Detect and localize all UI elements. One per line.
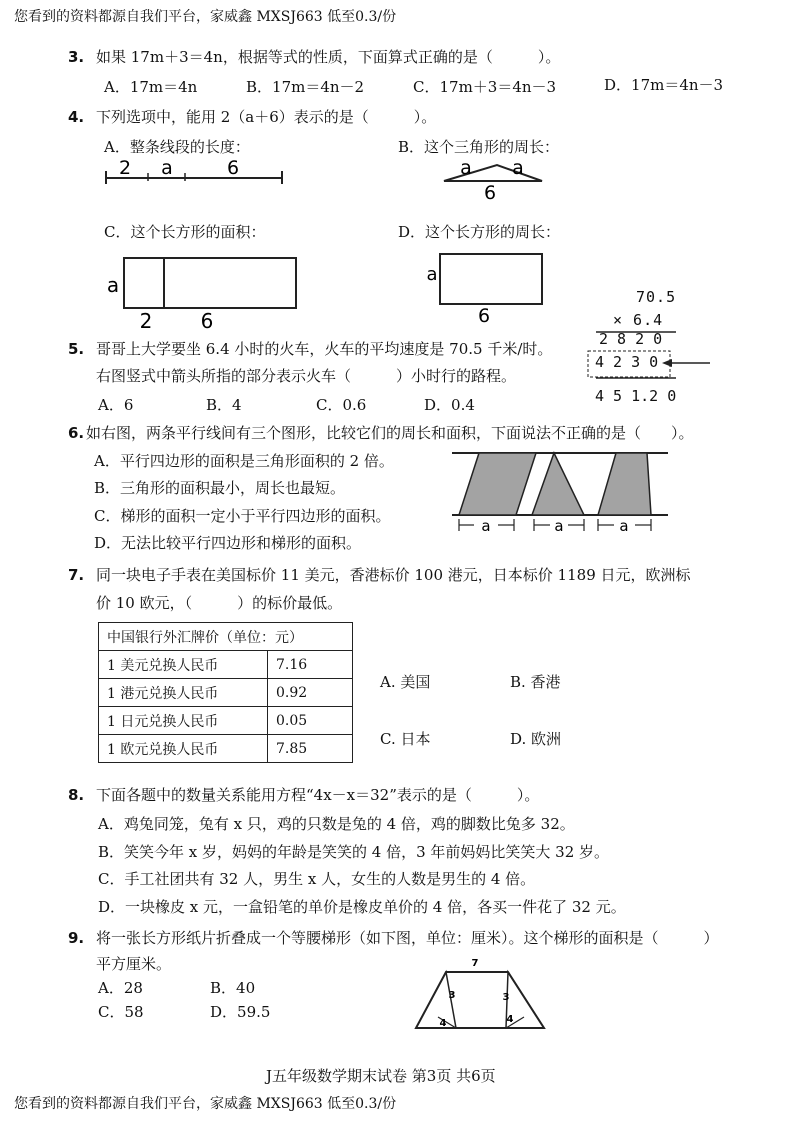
page-footer: J五年级数学期末试卷 第3页 共6页	[266, 1067, 496, 1085]
triangle-diagram	[440, 152, 550, 202]
q3-option-c: C．17m＋3＝4n－3	[413, 78, 557, 96]
segment-diagram	[100, 156, 290, 188]
calc-row-product: 4 5 1.2 0	[595, 387, 677, 405]
q7-option-b: B. 香港	[510, 673, 561, 691]
q5-option-b: B．4	[206, 396, 242, 414]
q5-option-a: A．6	[98, 396, 134, 414]
q5-number: 5.	[68, 340, 85, 358]
calc-row-multiplier: × 6.4	[613, 311, 664, 329]
segment-label-6: 6	[226, 157, 240, 179]
rect-c-width-2: 2	[139, 309, 153, 332]
table-row	[99, 679, 353, 707]
q6-number: 6.	[68, 424, 85, 442]
calc-row-multiplicand: 70.5	[636, 288, 677, 306]
q8-stem: 下面各题中的数量关系能用方程“4x－x＝32”表示的是（ ）。	[96, 786, 540, 804]
q6-option-d: D．无法比较平行四边形和梯形的面积。	[94, 534, 362, 552]
table-title: 中国银行外汇牌价（单位：元）	[99, 623, 353, 651]
q9-line2: 平方厘米。	[96, 955, 172, 973]
q9-option-c: C．58	[98, 1003, 144, 1021]
q4-option-c-text: C．这个长方形的面积：	[104, 223, 266, 241]
exchange-rate-table	[98, 622, 353, 763]
q3-stem: 如果 17m＋3＝4n，根据等式的性质，下面算式正确的是（ ）。	[96, 48, 561, 66]
q8-number: 8.	[68, 786, 85, 804]
fig-right-4: 4	[506, 1014, 514, 1025]
q4-option-a-text: A．整条线段的长度：	[104, 138, 250, 156]
q5-option-c: C．0.6	[316, 396, 367, 414]
q4-stem: 下列选项中，能用 2（a＋6）表示的是（ ）。	[96, 108, 437, 126]
q5-line2: 右图竖式中箭头所指的部分表示火车（ ）小时行的路程。	[96, 367, 517, 385]
arrow-head-icon	[662, 359, 672, 367]
q8-option-c: C．手工社团共有 32 人，男生 x 人，女生的人数是男生的 4 倍。	[98, 870, 536, 888]
q6-option-a: A．平行四边形的面积是三角形面积的 2 倍。	[94, 452, 394, 470]
q7-option-c: C. 日本	[380, 730, 431, 748]
q8-option-a: A．鸡兔同笼，兔有 x 只，鸡的只数是兔的 4 倍，鸡的脚数比兔多 32。	[98, 815, 575, 833]
watermark-top: 您看到的资料都源自我们平台，家威鑫 MXSJ663 低至0.3/份	[14, 9, 397, 25]
q3-option-a: A．17m＝4n	[104, 78, 198, 96]
rect-d-side-a: a	[426, 264, 438, 285]
table-cell-label: 1 港元兑换人民币	[99, 679, 268, 707]
table-row	[99, 707, 353, 735]
triangle-side-a-right: a	[512, 157, 524, 179]
q6-stem: 如右图，两条平行线间有三个图形，比较它们的周长和面积，下面说法不正确的是（ ）。	[86, 424, 694, 442]
table-cell-value: 0.92	[268, 679, 353, 707]
rect-c-width-6: 6	[200, 309, 214, 332]
q3-option-d: D．17m＝4n－3	[604, 76, 724, 94]
watermark-bottom: 您看到的资料都源自我们平台，家威鑫 MXSJ663 低至0.3/份	[14, 1096, 397, 1112]
q9-number: 9.	[68, 929, 85, 947]
table-cell-value: 0.05	[268, 707, 353, 735]
q4-option-b-text: B．这个三角形的周长：	[398, 138, 560, 156]
segment-label-2: 2	[118, 157, 132, 179]
calc-row-partial-2: 4 2 3 0	[595, 353, 659, 371]
q3-number: 3.	[68, 48, 85, 66]
trapezoid-shape	[598, 453, 651, 515]
table-cell-value: 7.85	[268, 735, 353, 763]
triangle-base-label: a	[554, 517, 564, 535]
q9-option-d: D．59.5	[210, 1003, 271, 1021]
folded-trapezoid-figure	[412, 955, 557, 1035]
q5-option-d: D．0.4	[424, 396, 475, 414]
q7-option-d: D. 欧洲	[510, 730, 562, 748]
triangle-side-a-left: a	[460, 157, 472, 179]
table-cell-label: 1 美元兑换人民币	[99, 651, 268, 679]
q8-option-b: B．笑笑今年 x 岁，妈妈的年龄是笑笑的 4 倍，3 年前妈妈比笑笑大 32 岁。	[98, 843, 610, 861]
table-row	[99, 735, 353, 763]
q7-option-a: A. 美国	[380, 673, 431, 691]
q9-option-a: A．28	[98, 979, 143, 997]
q5-line1: 哥哥上大学要坐 6.4 小时的火车，火车的平均速度是 70.5 千米/时。	[96, 340, 553, 358]
triangle-shape	[532, 453, 584, 515]
q7-line1: 同一块电子手表在美国标价 11 美元，香港标价 100 港元，日本标价 1189 日元，欧洲标	[96, 566, 691, 584]
segment-label-a: a	[161, 157, 173, 179]
parallel-shapes-figure	[448, 445, 673, 535]
rectangle-area-diagram	[100, 252, 300, 332]
q8-option-d: D．一块橡皮 x 元，一盒铅笔的单价是橡皮单价的 4 倍，各买一件花了 32 元。	[98, 898, 626, 916]
table-row	[99, 651, 353, 679]
rectangle-perimeter-diagram	[420, 250, 550, 326]
q7-line2: 价 10 欧元，（ ）的标价最低。	[96, 594, 343, 612]
calc-row-partial-1: 2 8 2 0	[599, 330, 663, 348]
fig-left-4: 4	[439, 1018, 447, 1029]
table-cell-label: 1 欧元兑换人民币	[99, 735, 268, 763]
q4-number: 4.	[68, 108, 85, 126]
fig-right-3: 3	[502, 992, 510, 1003]
table-cell-value: 7.16	[268, 651, 353, 679]
q6-option-b: B．三角形的面积最小，周长也最短。	[94, 479, 346, 497]
parallelogram-base-label: a	[481, 517, 491, 535]
q4-option-d-text: D．这个长方形的周长：	[398, 223, 561, 241]
q7-number: 7.	[68, 566, 85, 584]
triangle-base-6: 6	[483, 182, 497, 202]
fig-left-3: 3	[448, 990, 456, 1001]
trapezoid-base-label: a	[619, 517, 629, 535]
rect-d-width-6: 6	[477, 305, 491, 326]
rect-c-side-a: a	[106, 273, 120, 297]
fig-top-7: 7	[471, 958, 479, 969]
q3-option-b: B．17m＝4n－2	[246, 78, 365, 96]
q6-option-c: C．梯形的面积一定小于平行四边形的面积。	[94, 507, 391, 525]
table-cell-label: 1 日元兑换人民币	[99, 707, 268, 735]
q9-option-b: B．40	[210, 979, 256, 997]
q9-line1: 将一张长方形纸片折叠成一个等腰梯形（如下图，单位：厘米）。这个梯形的面积是（ ）	[96, 929, 719, 947]
parallelogram-shape	[459, 453, 536, 515]
